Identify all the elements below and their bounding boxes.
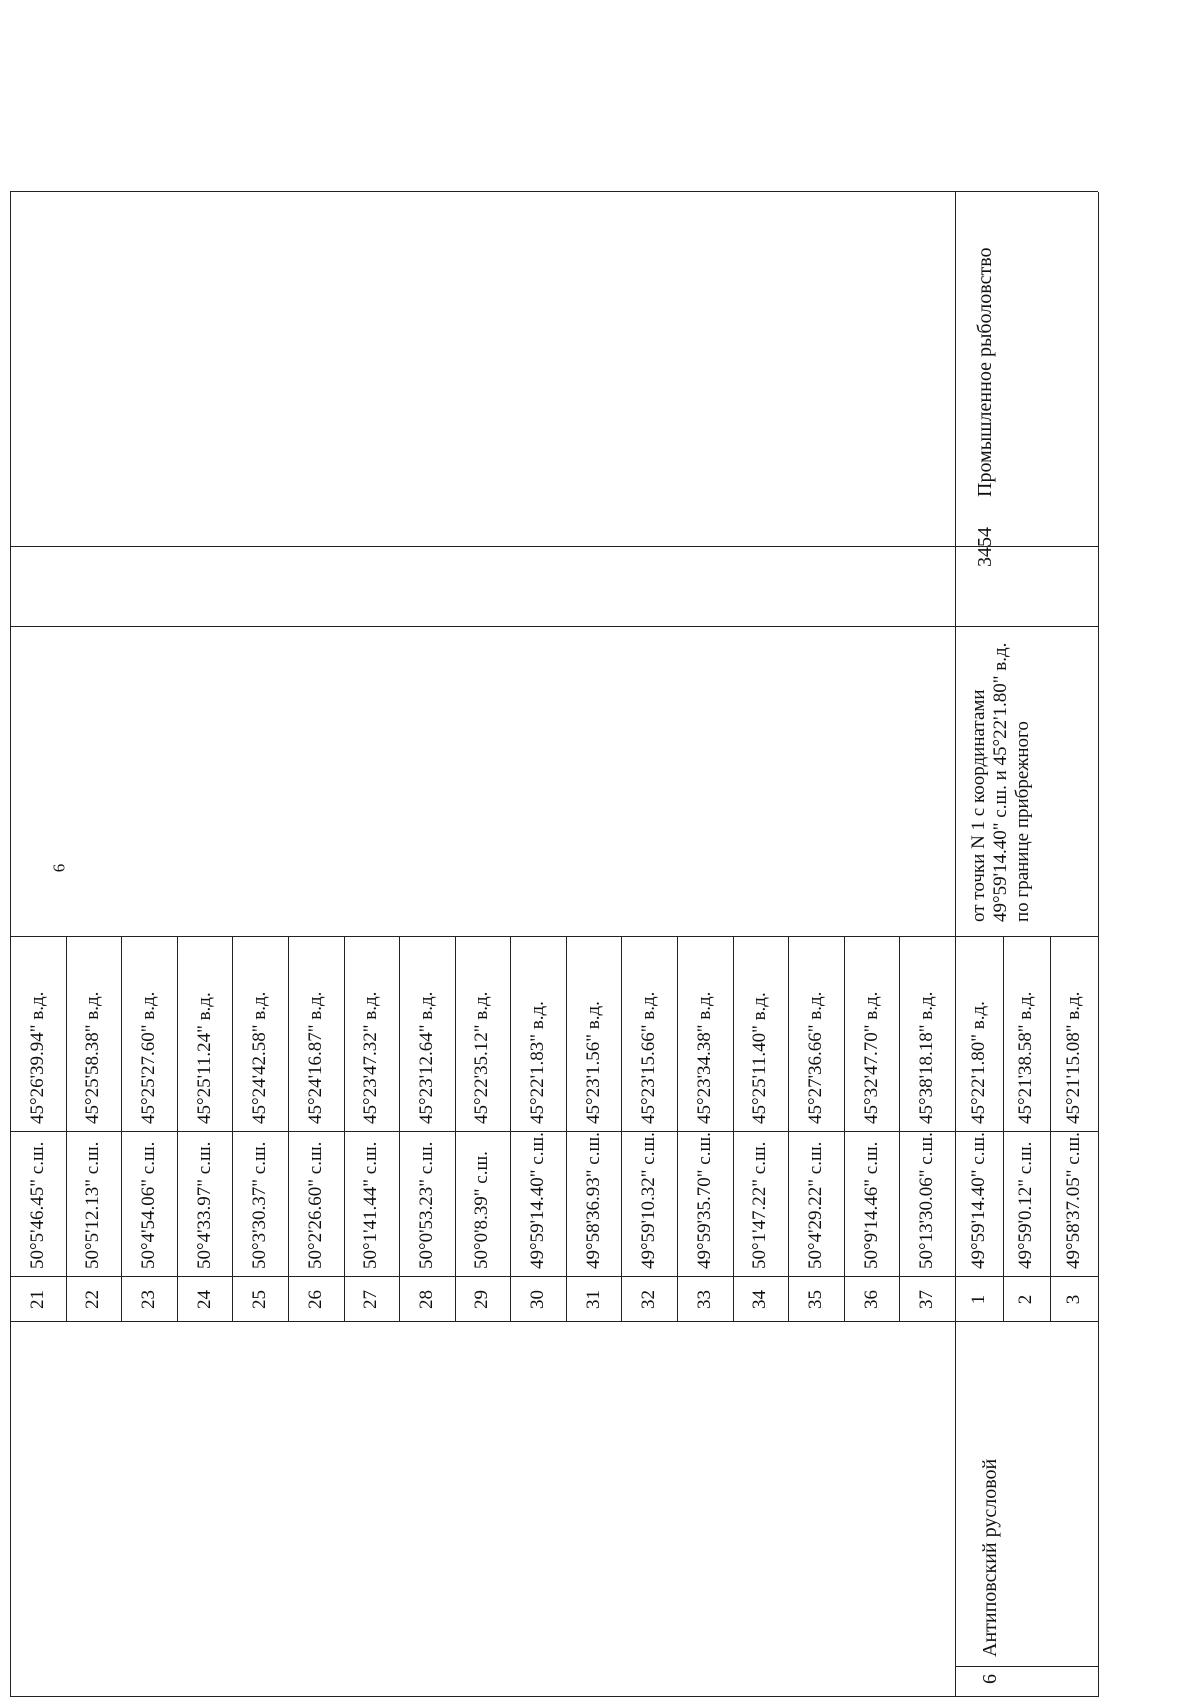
section-index: 6 (978, 1674, 1001, 1684)
longitude-cell: 45°23'47.32" в.д. (360, 991, 382, 1124)
point-number: 21 (26, 1290, 48, 1309)
longitude-cell: 45°23'34.38" в.д. (693, 991, 715, 1124)
point-number: 23 (137, 1290, 159, 1309)
point-number: 37 (916, 1290, 938, 1309)
point-number: 33 (693, 1290, 715, 1309)
rotated-table (0, 77, 1124, 1697)
point-number: 34 (749, 1290, 771, 1309)
point-number: 30 (527, 1290, 549, 1309)
point-number: 22 (82, 1290, 104, 1309)
longitude-cell: 45°27'36.66" в.д. (805, 991, 827, 1124)
longitude-cell: 45°22'1.83" в.д. (527, 1001, 549, 1124)
area-value: 3454 (973, 527, 996, 567)
point-number: 31 (582, 1290, 604, 1309)
latitude-cell: 49°59'35.70" с.ш. (693, 1132, 715, 1269)
grid-vline (10, 626, 1098, 627)
latitude-cell: 49°58'36.93" с.ш. (582, 1132, 604, 1269)
latitude-cell: 49°58'37.05" с.ш. (1063, 1132, 1085, 1269)
latitude-cell: 49°59'10.32" с.ш. (638, 1132, 660, 1269)
longitude-cell: 45°25'11.40" в.д. (749, 992, 771, 1124)
latitude-cell: 50°1'41.44" с.ш. (360, 1141, 382, 1269)
point-number: 28 (415, 1290, 437, 1309)
longitude-cell: 45°32'47.70" в.д. (860, 991, 882, 1124)
latitude-cell: 50°3'30.37" с.ш. (249, 1141, 271, 1269)
page-number: 6 (49, 863, 69, 873)
latitude-cell: 50°4'54.06" с.ш. (137, 1141, 159, 1269)
point-number: 3 (1063, 1294, 1085, 1305)
point-number: 27 (360, 1290, 382, 1309)
grid-hline (1098, 192, 1099, 1697)
longitude-cell: 45°21'38.58" в.д. (1015, 991, 1037, 1124)
table-grid (0, 77, 1124, 1697)
latitude-cell: 50°1'47.22" с.ш. (749, 1141, 771, 1269)
longitude-cell: 45°25'58.38" в.д. (82, 991, 104, 1124)
point-number: 26 (304, 1290, 326, 1309)
grid-vline (10, 546, 1098, 547)
latitude-cell: 50°4'33.97" с.ш. (193, 1141, 215, 1269)
longitude-cell: 45°24'16.87" в.д. (304, 991, 326, 1124)
latitude-cell: 50°13'30.06" с.ш. (916, 1132, 938, 1269)
longitude-cell: 45°22'1.80" в.д. (967, 1001, 989, 1124)
grid-vline (955, 1666, 1098, 1667)
purpose-text: Промышленное рыболовство (973, 247, 996, 497)
point-number: 32 (638, 1290, 660, 1309)
longitude-cell: 45°23'12.64" в.д. (415, 991, 437, 1124)
longitude-cell: 45°25'11.24" в.д. (193, 992, 215, 1124)
grid-vline (10, 191, 1098, 192)
longitude-cell: 45°25'27.60" в.д. (137, 991, 159, 1124)
latitude-cell: 49°59'0.12" с.ш. (1015, 1141, 1037, 1269)
section-name: Антиповский русловой (978, 1458, 1001, 1657)
latitude-cell: 50°2'26.60" с.ш. (304, 1141, 326, 1269)
latitude-cell: 50°0'8.39" с.ш. (471, 1151, 493, 1269)
latitude-cell: 50°0'53.23" с.ш. (415, 1141, 437, 1269)
longitude-cell: 45°24'42.58" в.д. (249, 991, 271, 1124)
point-number: 29 (471, 1290, 493, 1309)
latitude-cell: 50°9'14.46" с.ш. (860, 1141, 882, 1269)
latitude-cell: 49°59'14.40" с.ш. (527, 1132, 549, 1269)
latitude-cell: 50°4'29.22" с.ш. (805, 1141, 827, 1269)
point-number: 25 (249, 1290, 271, 1309)
point-number: 2 (1015, 1294, 1037, 1305)
longitude-cell: 45°22'35.12" в.д. (471, 991, 493, 1124)
latitude-cell: 50°5'12.13" с.ш. (82, 1141, 104, 1269)
longitude-cell: 45°23'15.66" в.д. (638, 991, 660, 1124)
longitude-cell: 45°23'1.56" в.д. (582, 1001, 604, 1124)
point-number: 35 (805, 1290, 827, 1309)
longitude-cell: 45°38'18.18" в.д. (916, 991, 938, 1124)
latitude-cell: 50°5'46.45" с.ш. (26, 1141, 48, 1269)
longitude-cell: 45°26'39.94" в.д. (26, 991, 48, 1124)
point-number: 1 (967, 1294, 989, 1305)
boundary-text: от точки N 1 с координатами 49°59'14.40" с.ш. и 45°22'1.80" в.д. по границе прибрежного (968, 642, 1033, 922)
point-number: 24 (193, 1290, 215, 1309)
point-number: 36 (860, 1290, 882, 1309)
latitude-cell: 49°59'14.40" с.ш. (967, 1132, 989, 1269)
longitude-cell: 45°21'15.08" в.д. (1063, 991, 1085, 1124)
